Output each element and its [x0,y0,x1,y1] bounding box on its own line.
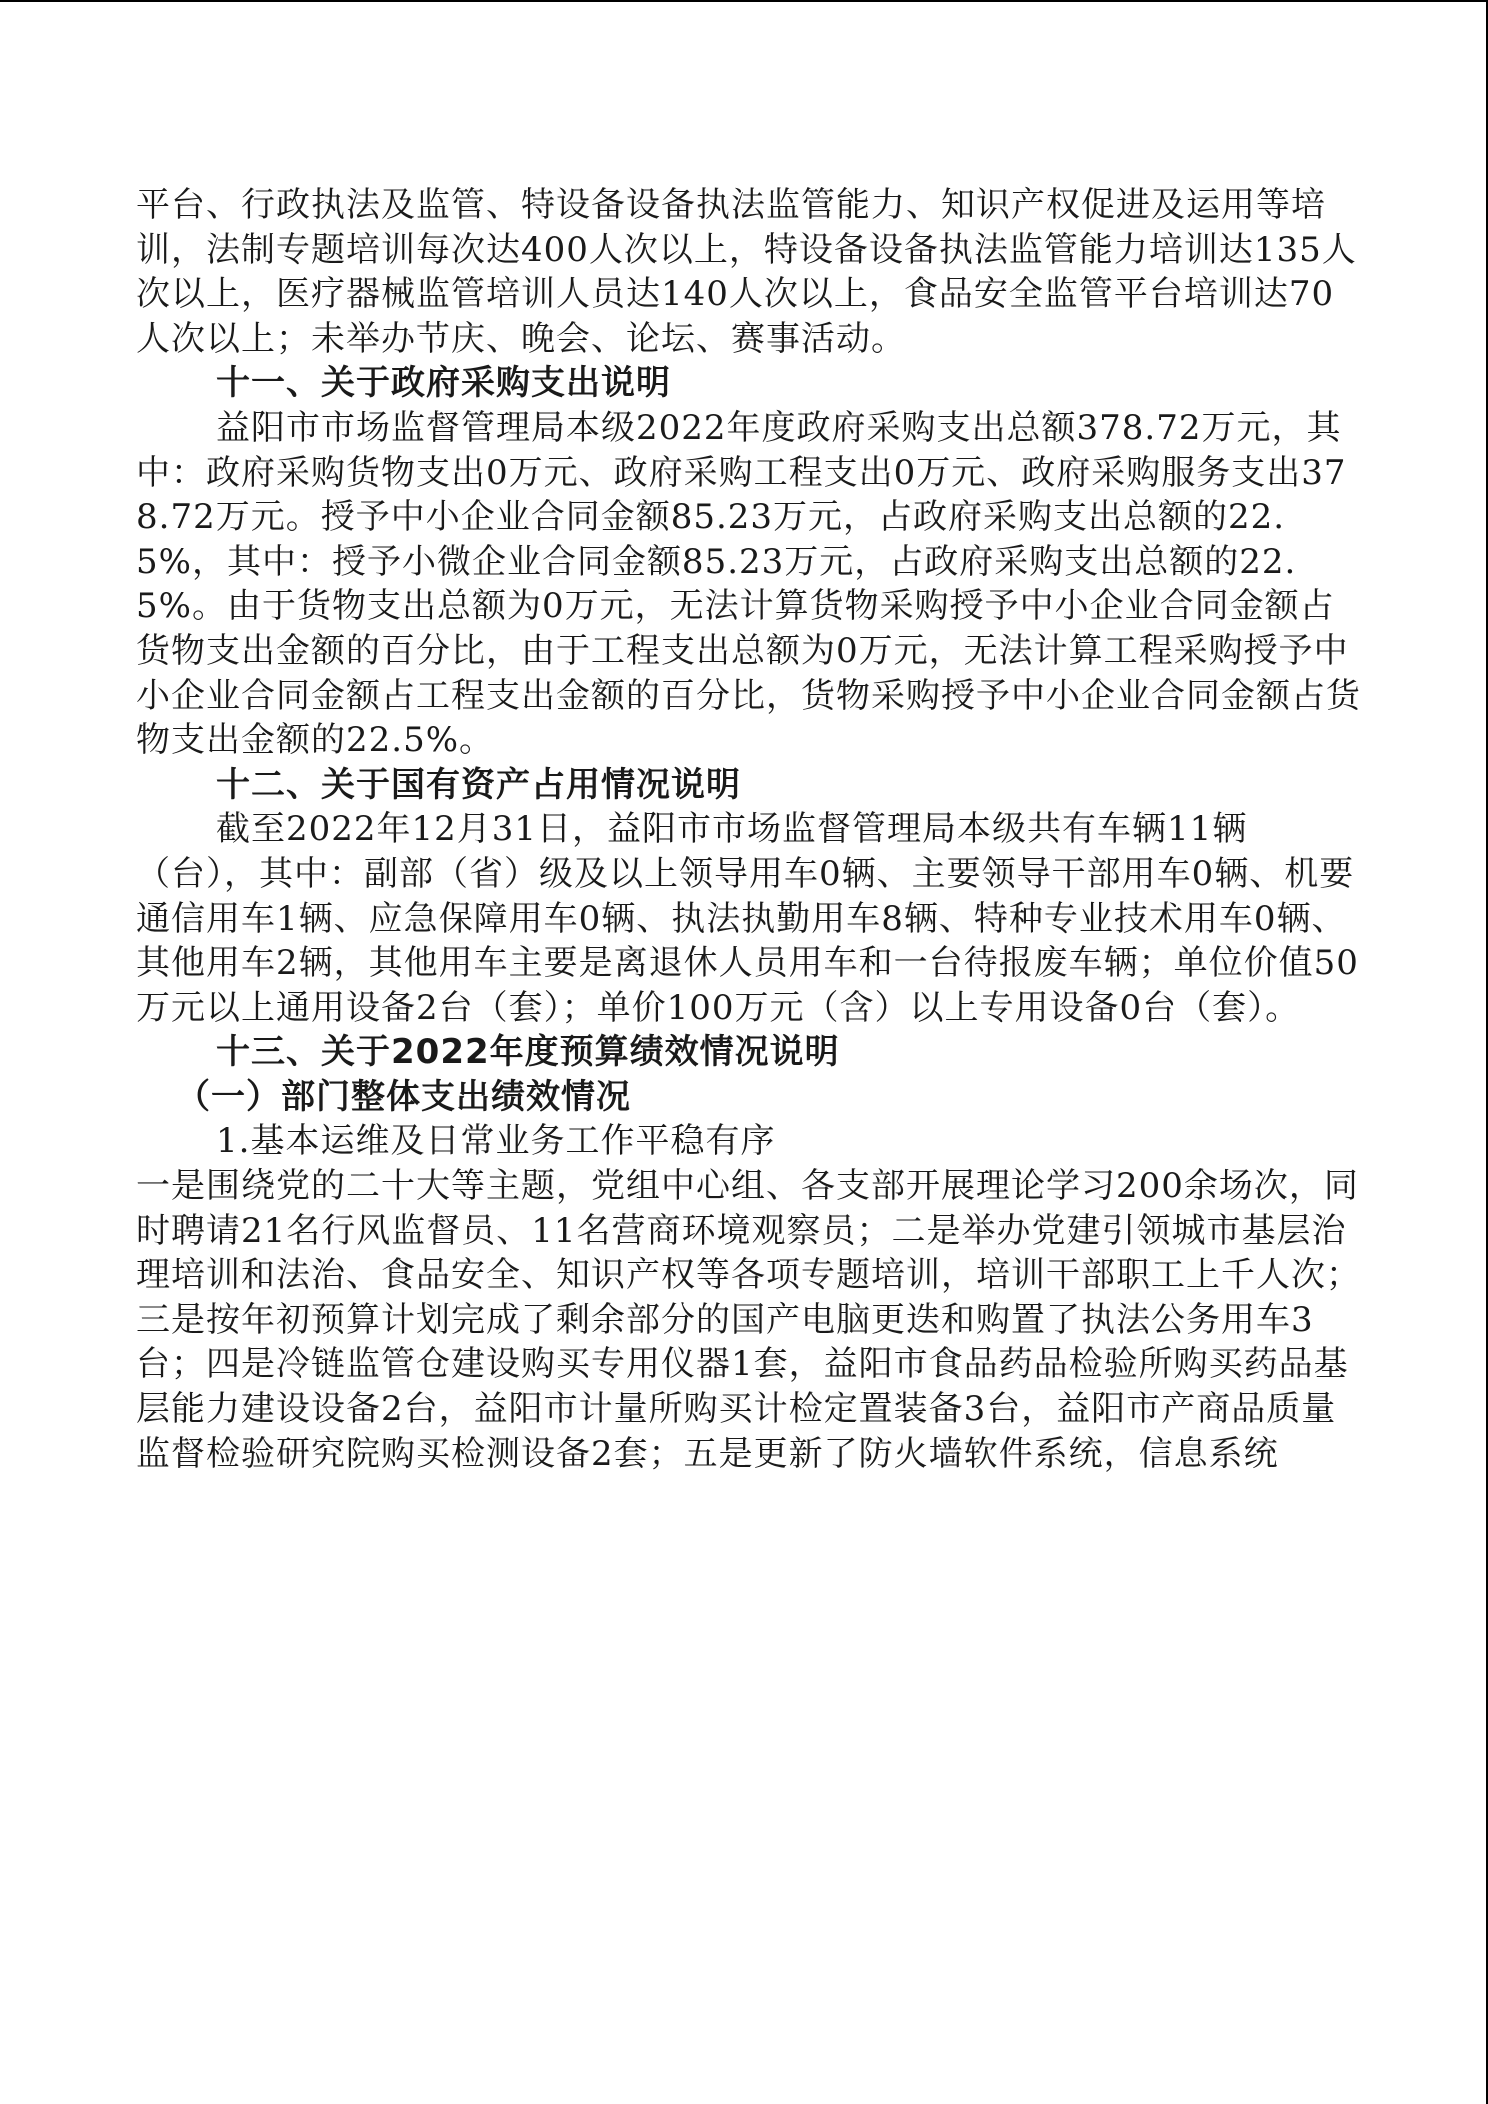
heading-state-assets: 十二、关于国有资产占用情况说明 [216,764,741,805]
heading-government-procurement: 十一、关于政府采购支出说明 [216,363,671,404]
heading-budget-performance: 十三、关于2022年度预算绩效情况说明 [216,1032,840,1073]
paragraph-item-1-detail: 一是围绕党的二十大等主题，党组中心组、各支部开展理论学习200余场次，同时聘请21名行风监督员、11名营商环境观察员；二是举办党建引领城市基层治理培训和法治、食品安全、知识产权等各项专题培训，培训干部职工上千人次；三是按年初预算计划完成了剩余部分的国产电脑更迭和购置了执法公务用车3台；四是冷链监管仓建设购买专用仪器1套，益阳市食品药品检验所购买药品基层能力建设设备2台，益阳市计量所购买计检定置装备3台，益阳市产商品质量监督检验研究院购买检测设备2套；五是更新了防火墙软件系统，信息系统 [136,1166,1361,1474]
document-body [136,183,1366,1476]
paragraph-item-1-title: 1.基本运维及日常业务工作平稳有序 [216,1121,776,1162]
paragraph-training: 平台、行政执法及监管、特设备设备执法监管能力、知识产权促进及运用等培训，法制专题培训每次达400人次以上，特设备设备执法监管能力培训达135人次以上，医疗器械监管培训人员达140人次以上，食品安全监管平台培训达70人次以上；未举办节庆、晚会、论坛、赛事活动。 [136,185,1357,359]
paragraph-state-assets: 截至2022年12月31日，益阳市市场监督管理局本级共有车辆11辆（台），其中：副部（省）级及以上领导用车0辆、主要领导干部用车0辆、机要通信用车1辆、应急保障用车0辆、执法执勤用车8辆、特种专业技术用车0辆、其他用车2辆，其他用车主要是离退休人员用车和一台待报废车辆；单位价值50万元以上通用设备2台（套）；单价100万元（含）以上专用设备0台（套）。 [136,809,1359,1028]
subheading-overall-performance: （一）部门整体支出绩效情况 [176,1076,631,1117]
paragraph-procurement: 益阳市市场监督管理局本级2022年度政府采购支出总额378.72万元，其中：政府采购货物支出0万元、政府采购工程支出0万元、政府采购服务支出378.72万元。授予中小企业合同金额85.23万元，占政府采购支出总额的22.5%，其中：授予小微企业合同金额85.23万元，占政府采购支出总额的22.5%。由于货物支出总额为0万元，无法计算货物采购授予中小企业合同金额占货物支出金额的百分比，由于工程支出总额为0万元，无法计算工程采购授予中小企业合同金额占工程支出金额的百分比，货物采购授予中小企业合同金额占货物支出金额的22.5%。 [136,407,1361,761]
